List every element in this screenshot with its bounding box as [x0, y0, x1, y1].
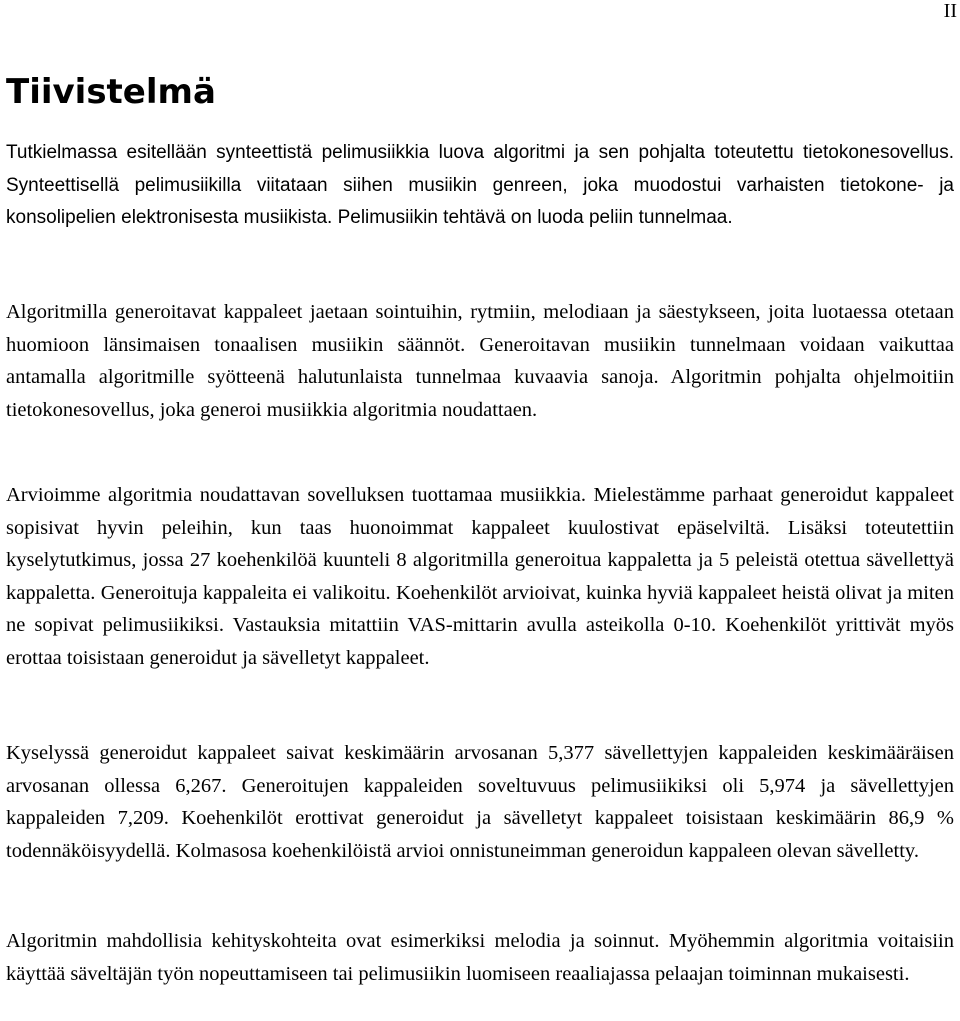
abstract-paragraph-4: Kyselyssä generoidut kappaleet saivat keskimäärin arvosanan 5,377 sävellettyjen kappaleiden keskimääräisen arvosanan ollessa 6,267. Generoitujen kappaleiden soveltuvuus pelimusiikiksi oli 5,974 ja sävellettyjen kappaleiden 7,209. Koehenkilöt erottivat generoidut ja sävelletyt kappaleet toisistaan keskimäärin 86,9 % todennäköisyydellä. Kolmasosa koehenkilöistä arvioi onnistuneimman generoidun kappaleen olevan sävelletty.: [6, 742, 954, 862]
abstract-paragraph-3: Arvioimme algoritmia noudattavan sovelluksen tuottamaa musiikkia. Mielestämme parhaat generoidut kappaleet sopisivat hyvin peleihin, kun taas huonoimmat kappaleet kuulostivat epäselviltä. Lisäksi toteutettiin kyselytutkimus, jossa 27 koehenkilöä kuunteli 8 algoritmilla generoitua kappaletta ja 5 peleistä otettua sävellettyä kappaletta. Generoituja kappaleita ei valikoitu. Koehenkilöt arvioivat, kuinka hyviä kappaleet heistä olivat ja miten ne sopivat pelimusiikiksi. Vastauksia mitattiin VAS-mittarin avulla asteikolla 0-10. Koehenkilöt yrittivät myös erottaa toisistaan generoidut ja sävelletyt kappaleet.: [6, 484, 954, 669]
page-title: Tiivistelmä: [6, 72, 216, 112]
abstract-paragraph-2: Algoritmilla generoitavat kappaleet jaetaan sointuihin, rytmiin, melodiaan ja säestykseen, joita luotaessa otetaan huomioon länsimaisen tonaalisen musiikin säännöt. Generoitavan musiikin tunnelmaan voidaan vaikuttaa antamalla algoritmille syötteenä halutunlaista tunnelmaa kuvaavia sanoja. Algoritmin pohjalta ohjelmoitiin tietokonesovellus, joka generoi musiikkia algoritmia noudattaen.: [6, 301, 954, 421]
abstract-paragraph-1: Tutkielmassa esitellään synteettistä pelimusiikkia luova algoritmi ja sen pohjalta toteutettu tietokonesovellus. Synteettisellä pelimusiikilla viitataan siihen musiikin genreen, joka muodostui varhaisten tietokone- ja konsolipelien elektronisesta musiikista. Pelimusiikin tehtävä on luoda peliin tunnelmaa.: [6, 142, 954, 229]
abstract-paragraph-5: Algoritmin mahdollisia kehityskohteita ovat esimerkiksi melodia ja soinnut. Myöhemmin algoritmia voitaisiin käyttää säveltäjän työn nopeuttamiseen tai pelimusiikin luomiseen reaaliajassa pelaajan toiminnan mukaisesti.: [6, 930, 954, 985]
page-number: II: [943, 0, 957, 22]
